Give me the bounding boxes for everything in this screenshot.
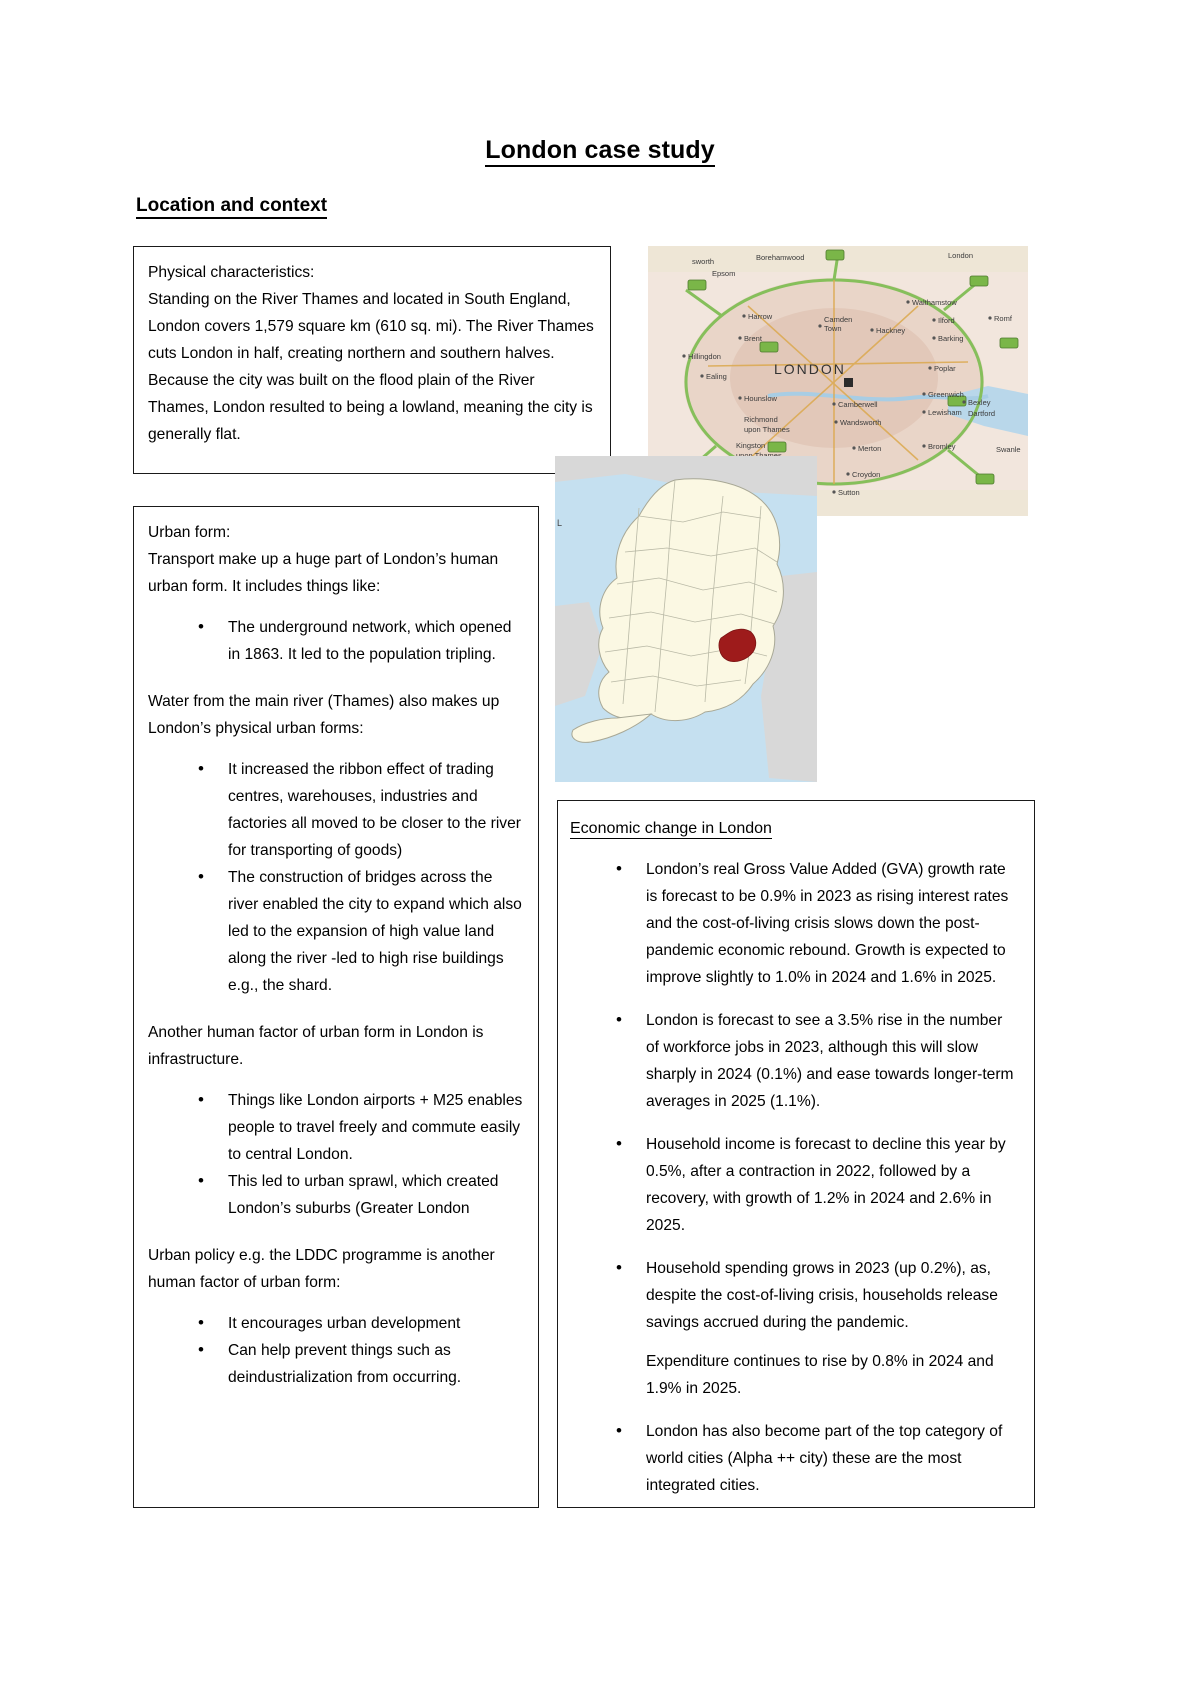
list-item: • The underground network, which opened in 1863. It led to the population tripling. [198, 614, 524, 668]
list-item: • Household income is forecast to decline this year by 0.5%, after a contraction in 2022, followed by a recovery, with growth of 1.2% in 2024 and 2.6% in 2025. [616, 1131, 1018, 1239]
physical-characteristics-box [133, 246, 611, 474]
urban-bullets-transport [148, 614, 524, 668]
list-item: • This led to urban sprawl, which created London’s suburbs (Greater London [198, 1168, 524, 1222]
svg-text:London: London [948, 251, 974, 260]
economic-bullets [570, 856, 1018, 1499]
svg-text:Romf: Romf [994, 314, 1012, 323]
svg-text:Hillingdon: Hillingdon [688, 352, 721, 361]
list-item: • Things like London airports + M25 enables people to travel freely and commute easily to central London. [198, 1087, 524, 1168]
england-location-map-image [555, 456, 817, 782]
list-item: • It encourages urban development [198, 1310, 524, 1337]
urban-form-box [133, 506, 539, 1508]
urban-heading: Urban form: [148, 524, 231, 541]
urban-bullets-water [148, 756, 524, 999]
svg-text:Harrow: Harrow [748, 312, 773, 321]
svg-text:Town: Town [824, 324, 842, 333]
svg-text:Camberwell: Camberwell [838, 400, 878, 409]
svg-text:Hounslow: Hounslow [744, 394, 777, 403]
svg-text:sworth: sworth [692, 257, 715, 266]
list-item: • The construction of bridges across the river enabled the city to expand which also led to the expansion of high value land along the river -led to high rise buildings e.g., the shard. [198, 864, 524, 999]
svg-text:Wandsworth: Wandsworth [840, 418, 882, 427]
svg-text:Epsom: Epsom [712, 269, 736, 278]
urban-bullets-policy [148, 1310, 524, 1391]
page-title-text: London case study [485, 136, 715, 167]
svg-text:Poplar: Poplar [934, 364, 956, 373]
list-item-continuation: Expenditure continues to rise by 0.8% in 2024 and 1.9% in 2025. [646, 1353, 994, 1397]
urban-bullets-infrastructure [148, 1087, 524, 1222]
svg-text:Dartford: Dartford [968, 409, 996, 418]
section-heading [136, 195, 327, 217]
svg-text:Barking: Barking [938, 334, 964, 343]
list-item [616, 1255, 1018, 1402]
economic-heading [570, 815, 1018, 842]
svg-text:Walthamstow: Walthamstow [912, 298, 957, 307]
list-item: • It increased the ribbon effect of trading centres, warehouses, industries and factories all moved to be closer to the river for transporting of goods) [198, 756, 524, 864]
svg-text:Ealing: Ealing [706, 372, 727, 381]
list-item: • Can help prevent things such as deindustrialization from occurring. [198, 1337, 524, 1391]
svg-text:upon Thames: upon Thames [744, 425, 790, 434]
svg-text:Borehamwood: Borehamwood [756, 253, 805, 262]
urban-para-policy: Urban policy e.g. the LDDC programme is another human factor of urban form: [148, 1247, 495, 1291]
section-heading-text: Location and context [136, 195, 327, 219]
svg-text:Hackney: Hackney [876, 326, 906, 335]
svg-text:Croydon: Croydon [852, 470, 881, 479]
svg-text:Brent: Brent [744, 334, 762, 343]
svg-text:Kingston: Kingston [736, 441, 766, 450]
svg-text:Sutton: Sutton [838, 488, 860, 497]
urban-intro: Transport make up a huge part of London’s human urban form. It includes things like: [148, 551, 499, 595]
physical-body: Standing on the River Thames and located in South England, London covers 1,579 square km (610 sq. mi). The River Thames cuts London in half, creating northern and southern halves. Because the city was built on the flood plain of the River Thames, London resulted to being a lowland, meaning the city is generally flat. [148, 291, 594, 443]
svg-text:Bexley: Bexley [968, 398, 991, 407]
list-item-text: Household spending grows in 2023 (up 0.2%), as, despite the cost-of-living crisis, households release savings accrued during the pandemic. [646, 1260, 998, 1331]
svg-text:Merton: Merton [858, 444, 882, 453]
urban-para-infrastructure: Another human factor of urban form in London is infrastructure. [148, 1024, 484, 1068]
svg-text:Greenwich: Greenwich [928, 390, 964, 399]
svg-text:L: L [557, 518, 563, 528]
svg-text:LONDON: LONDON [774, 361, 846, 377]
list-item: • London is forecast to see a 3.5% rise in the number of workforce jobs in 2023, although this will slow sharply in 2024 (0.1%) and ease towards longer-term averages in 2025 (1.1%). [616, 1007, 1018, 1115]
svg-text:Lewisham: Lewisham [928, 408, 962, 417]
svg-text:Ilford: Ilford [938, 316, 955, 325]
list-item: • London has also become part of the top category of world cities (Alpha ++ city) these are the most integrated cities. [616, 1418, 1018, 1499]
physical-heading: Physical characteristics: [148, 264, 315, 281]
uk-map-graphic [555, 456, 817, 782]
page-title [0, 136, 1200, 165]
economic-heading-text: Economic change in London [570, 820, 772, 837]
list-item: • London’s real Gross Value Added (GVA) growth rate is forecast to be 0.9% in 2023 as rising interest rates and the cost-of-living crisis slows down the post-pandemic economic rebound. Growth is expected to improve slightly to 1.0% in 2024 and 1.6% in 2025. [616, 856, 1018, 991]
svg-text:Swanle: Swanle [996, 445, 1021, 454]
urban-para-water: Water from the main river (Thames) also makes up London’s physical urban forms: [148, 693, 500, 737]
svg-text:Richmond: Richmond [744, 415, 778, 424]
economic-change-box [557, 800, 1035, 1508]
svg-text:Bromley: Bromley [928, 442, 956, 451]
svg-text:Camden: Camden [824, 315, 853, 324]
